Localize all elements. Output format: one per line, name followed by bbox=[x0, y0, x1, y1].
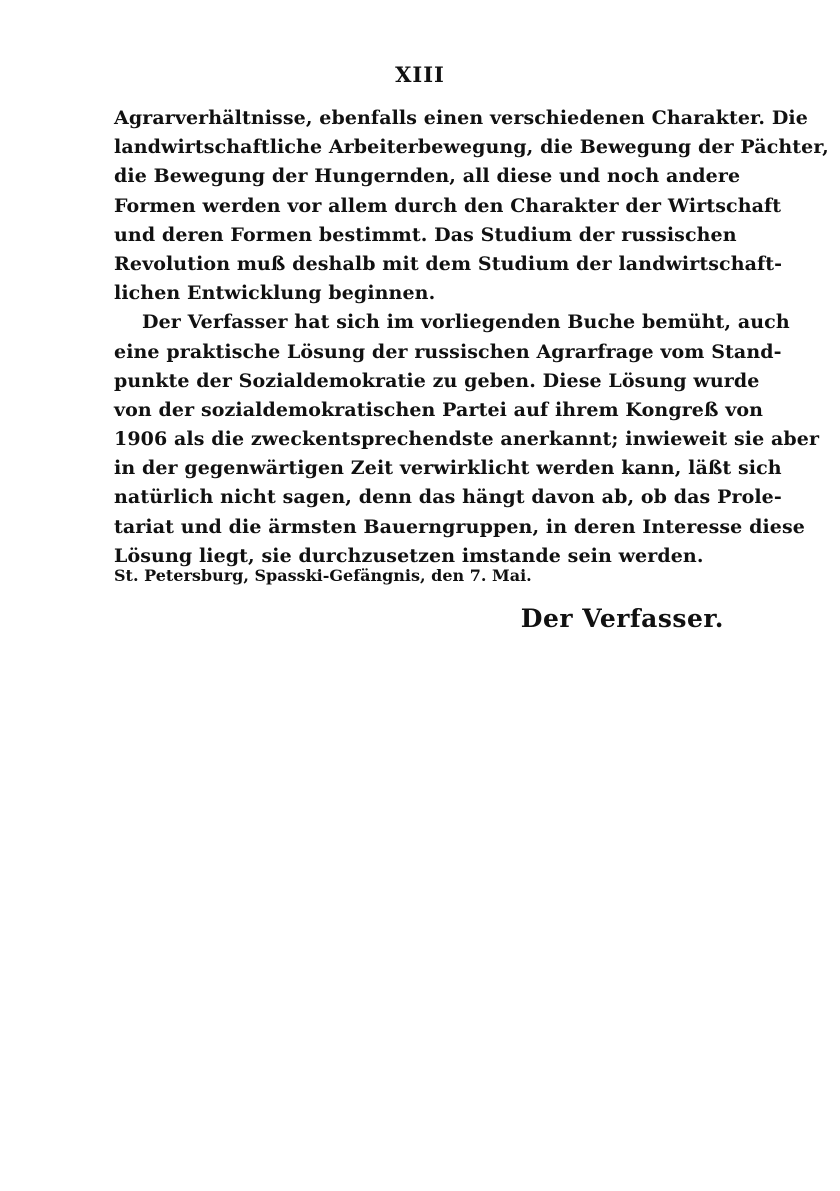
text-line: tariat und die ärmsten Bauerngruppen, in deren Interesse diese bbox=[114, 515, 805, 538]
text-line: Der Verfasser hat sich im vorliegenden Buche bemüht, auch bbox=[142, 311, 790, 334]
page-number: XIII bbox=[395, 62, 445, 87]
text-line: die Bewegung der Hungernden, all diese und noch andere bbox=[114, 165, 741, 188]
text-line: natürlich nicht sagen, denn das hängt davon ab, ob das Prole- bbox=[114, 486, 782, 509]
text-line: punkte der Sozialdemokratie zu geben. Diese Lösung wurde bbox=[114, 369, 760, 392]
paragraph-2 bbox=[114, 308, 820, 571]
dateline: St. Petersburg, Spasski-Gefängnis, den 7. Mai. bbox=[114, 566, 532, 585]
text-line: landwirtschaftliche Arbeiterbewegung, die Bewegung der Pächter, bbox=[114, 136, 829, 159]
text-line: von der sozialdemokratischen Partei auf ihrem Kongreß von bbox=[114, 398, 764, 421]
text-line: Revolution muß deshalb mit dem Studium der landwirtschaft- bbox=[114, 252, 783, 275]
paragraph-1 bbox=[114, 104, 829, 308]
text-line: lichen Entwicklung beginnen. bbox=[114, 282, 436, 305]
text-line: 1906 als die zweckentsprechendste anerkannt; inwieweit sie aber bbox=[114, 428, 820, 451]
text-line: Lösung liegt, sie durchzusetzen imstande sein werden. bbox=[114, 544, 704, 567]
text-line: Formen werden vor allem durch den Charakter der Wirtschaft bbox=[114, 194, 782, 217]
text-line: Agrarverhältnisse, ebenfalls einen verschiedenen Charakter. Die bbox=[114, 107, 808, 129]
body-text bbox=[114, 104, 829, 571]
author-signature: Der Verfasser. bbox=[520, 604, 724, 633]
text-line: in der gegenwärtigen Zeit verwirklicht werden kann, läßt sich bbox=[114, 457, 782, 480]
text-line: und deren Formen bestimmt. Das Studium der russischen bbox=[114, 223, 737, 246]
text-line: eine praktische Lösung der russischen Agrarfrage vom Stand- bbox=[114, 340, 782, 363]
